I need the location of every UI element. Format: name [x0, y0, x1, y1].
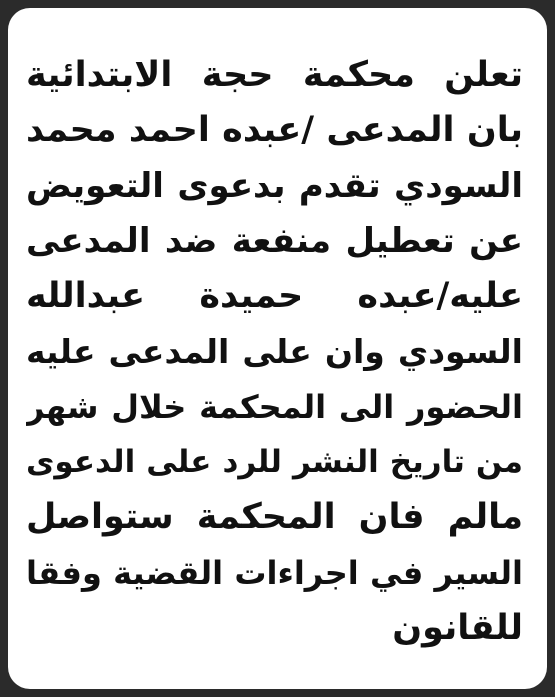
notice-line: عليه/عبده حميدة عبدالله — [26, 276, 523, 317]
notice-line-last: للقانون — [392, 607, 523, 648]
notice-line: مالم فان المحكمة ستواصل — [26, 497, 523, 538]
notice-line: السودي تقدم بدعوى التعويض — [26, 165, 523, 206]
notice-line: السودي وان على المدعى عليه — [26, 332, 523, 372]
notice-line: الحضور الى المحكمة خلال شهر — [26, 387, 523, 426]
notice-text — [26, 48, 523, 656]
notice-line: من تاريخ النشر للرد على الدعوى — [26, 444, 523, 481]
court-notice-card — [8, 8, 547, 689]
notice-line: عن تعطيل منفعة ضد المدعى — [26, 220, 523, 261]
notice-line: السير في اجراءات القضية وفقا — [26, 553, 523, 592]
notice-line: بان المدعى /عبده احمد محمد — [26, 110, 523, 151]
notice-line: تعلن محكمة حجة الابتدائية — [26, 55, 523, 95]
